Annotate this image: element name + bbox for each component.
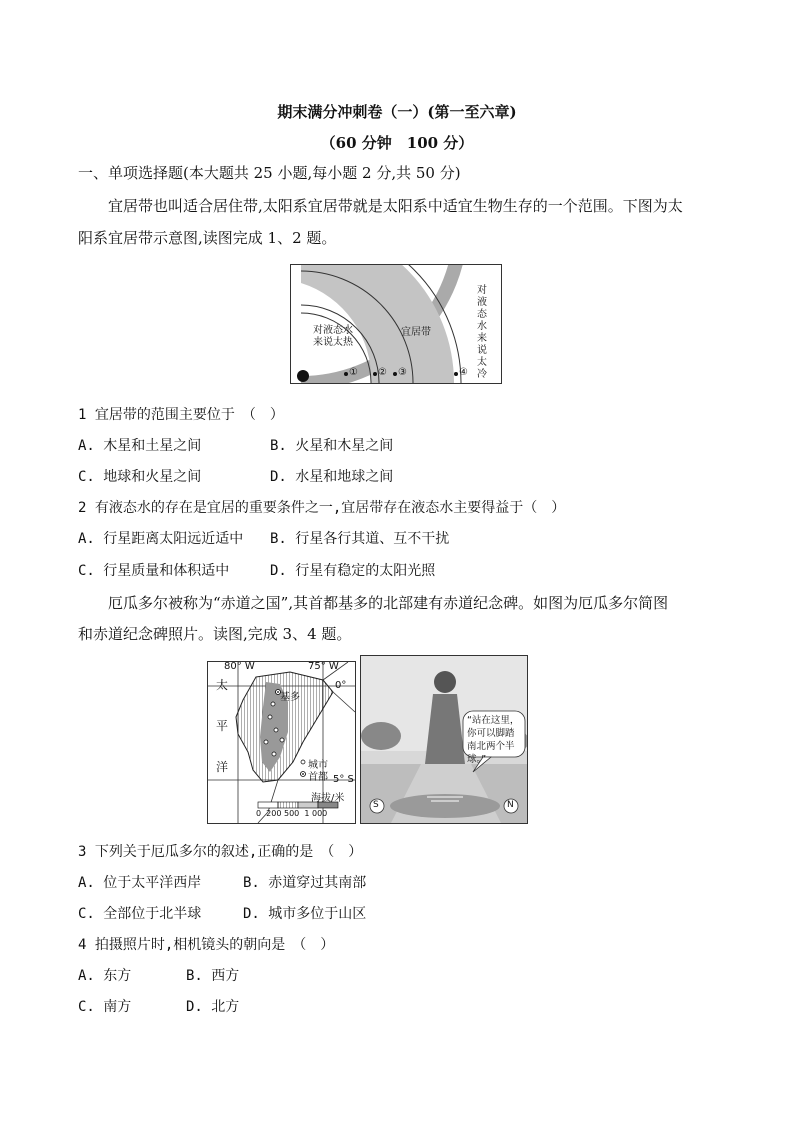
q4-option-c: C. 南方 <box>78 999 132 1015</box>
passage2-line2: 和赤道纪念碑照片。读图,完成 3、4 题。 <box>78 625 352 643</box>
section-heading: 一、单项选择题(本大题共 25 小题,每小题 2 分,共 50 分) <box>78 164 461 182</box>
ocean-char-2: 平 <box>216 719 229 733</box>
ocean-char-1: 太 <box>216 678 229 692</box>
q3-option-c: C. 全部位于北半球 <box>78 906 202 922</box>
speech-bubble-text: “站在这里，你可以脚踏南北两个半球。” <box>467 715 520 765</box>
city-marker <box>271 702 275 706</box>
passage1-line1: 宜居带也叫适合居住带,太阳系宜居带就是太阳系中适宜生物生存的一个范围。下图为太 <box>108 197 683 215</box>
legend-capital-label: 首都 <box>308 772 328 783</box>
capital-label: 基多 <box>280 692 300 703</box>
equator-monument-photo <box>360 655 528 824</box>
q2-option-a: A. 行星距离太阳远近适中 <box>78 531 244 547</box>
lon-label-right: 75° W <box>308 661 339 672</box>
city-marker <box>274 728 278 732</box>
q3-option-d: D. 城市多位于山区 <box>243 906 367 922</box>
label-too-hot: 对液态水来说太热 <box>313 325 353 348</box>
q1-option-b: B. 火星和木星之间 <box>270 438 394 454</box>
legend-city-label: 城市 <box>308 760 328 771</box>
legend-altitude-label: 海拔/米 <box>311 793 345 804</box>
lat-label-top: 0° <box>335 680 347 691</box>
globe-icon <box>434 671 456 693</box>
ecuador-map <box>207 661 356 824</box>
north-marker-label: N <box>507 800 514 810</box>
orbit-label-1: ① <box>349 367 358 378</box>
city-marker <box>272 752 276 756</box>
planet-4 <box>454 372 458 376</box>
q3-stem: 3 下列关于厄瓜多尔的叙述,正确的是 （ ） <box>78 844 363 860</box>
sun-icon <box>297 370 309 382</box>
q4-option-b: B. 西方 <box>186 968 240 984</box>
label-too-cold: 对液态水来说太冷 <box>477 285 487 380</box>
page-subtitle: （60 分钟 100 分） <box>320 134 474 152</box>
passage1-line2: 阳系宜居带示意图,读图完成 1、2 题。 <box>78 229 337 247</box>
habitable-zone-svg <box>291 265 501 383</box>
legend-city-icon <box>301 760 305 764</box>
altitude-scale-values: 0 200 500 1 000 <box>256 809 328 818</box>
q2-stem: 2 有液态水的存在是宜居的重要条件之一,宜居带存在液态水主要得益于（ ） <box>78 500 566 516</box>
habitable-zone-band <box>301 265 454 383</box>
city-marker <box>264 740 268 744</box>
south-marker-label: S <box>373 800 379 810</box>
city-marker <box>268 715 272 719</box>
city-marker <box>280 738 284 742</box>
page-title: 期末满分冲刺卷（一）(第一至六章) <box>277 103 517 121</box>
q1-option-c: C. 地球和火星之间 <box>78 469 202 485</box>
ocean-char-3: 洋 <box>216 760 229 774</box>
planet-3 <box>393 372 397 376</box>
q4-option-a: A. 东方 <box>78 968 132 984</box>
lon-label-left: 80° W <box>224 661 255 672</box>
q1-option-d: D. 水星和地球之间 <box>270 469 394 485</box>
q4-stem: 4 拍摄照片时,相机镜头的朝向是 （ ） <box>78 937 335 953</box>
altitude-0 <box>258 802 278 808</box>
label-habitable-zone: 宜居带 <box>401 327 431 338</box>
q1-option-a: A. 木星和土星之间 <box>78 438 202 454</box>
q3-option-a: A. 位于太平洋西岸 <box>78 875 202 891</box>
q2-option-c: C. 行星质量和体积适中 <box>78 563 230 579</box>
q4-option-d: D. 北方 <box>186 999 240 1015</box>
orbit-label-3: ③ <box>398 367 407 378</box>
habitable-zone-diagram <box>290 264 502 384</box>
q3-option-b: B. 赤道穿过其南部 <box>243 875 367 891</box>
orbit-label-2: ② <box>378 367 387 378</box>
orbit-label-4: ④ <box>459 367 468 378</box>
lat-label-bottom: 5° S <box>333 774 354 785</box>
q2-option-b: B. 行星各行其道、互不干扰 <box>270 531 450 547</box>
altitude-200 <box>278 802 298 808</box>
planet-2 <box>373 372 377 376</box>
planet-1 <box>344 372 348 376</box>
q2-option-d: D. 行星有稳定的太阳光照 <box>270 563 436 579</box>
q1-stem: 1 宜居带的范围主要位于 （ ） <box>78 407 284 423</box>
passage2-line1: 厄瓜多尔被称为“赤道之国”,其首都基多的北部建有赤道纪念碑。如图为厄瓜多尔简图 <box>108 594 669 612</box>
